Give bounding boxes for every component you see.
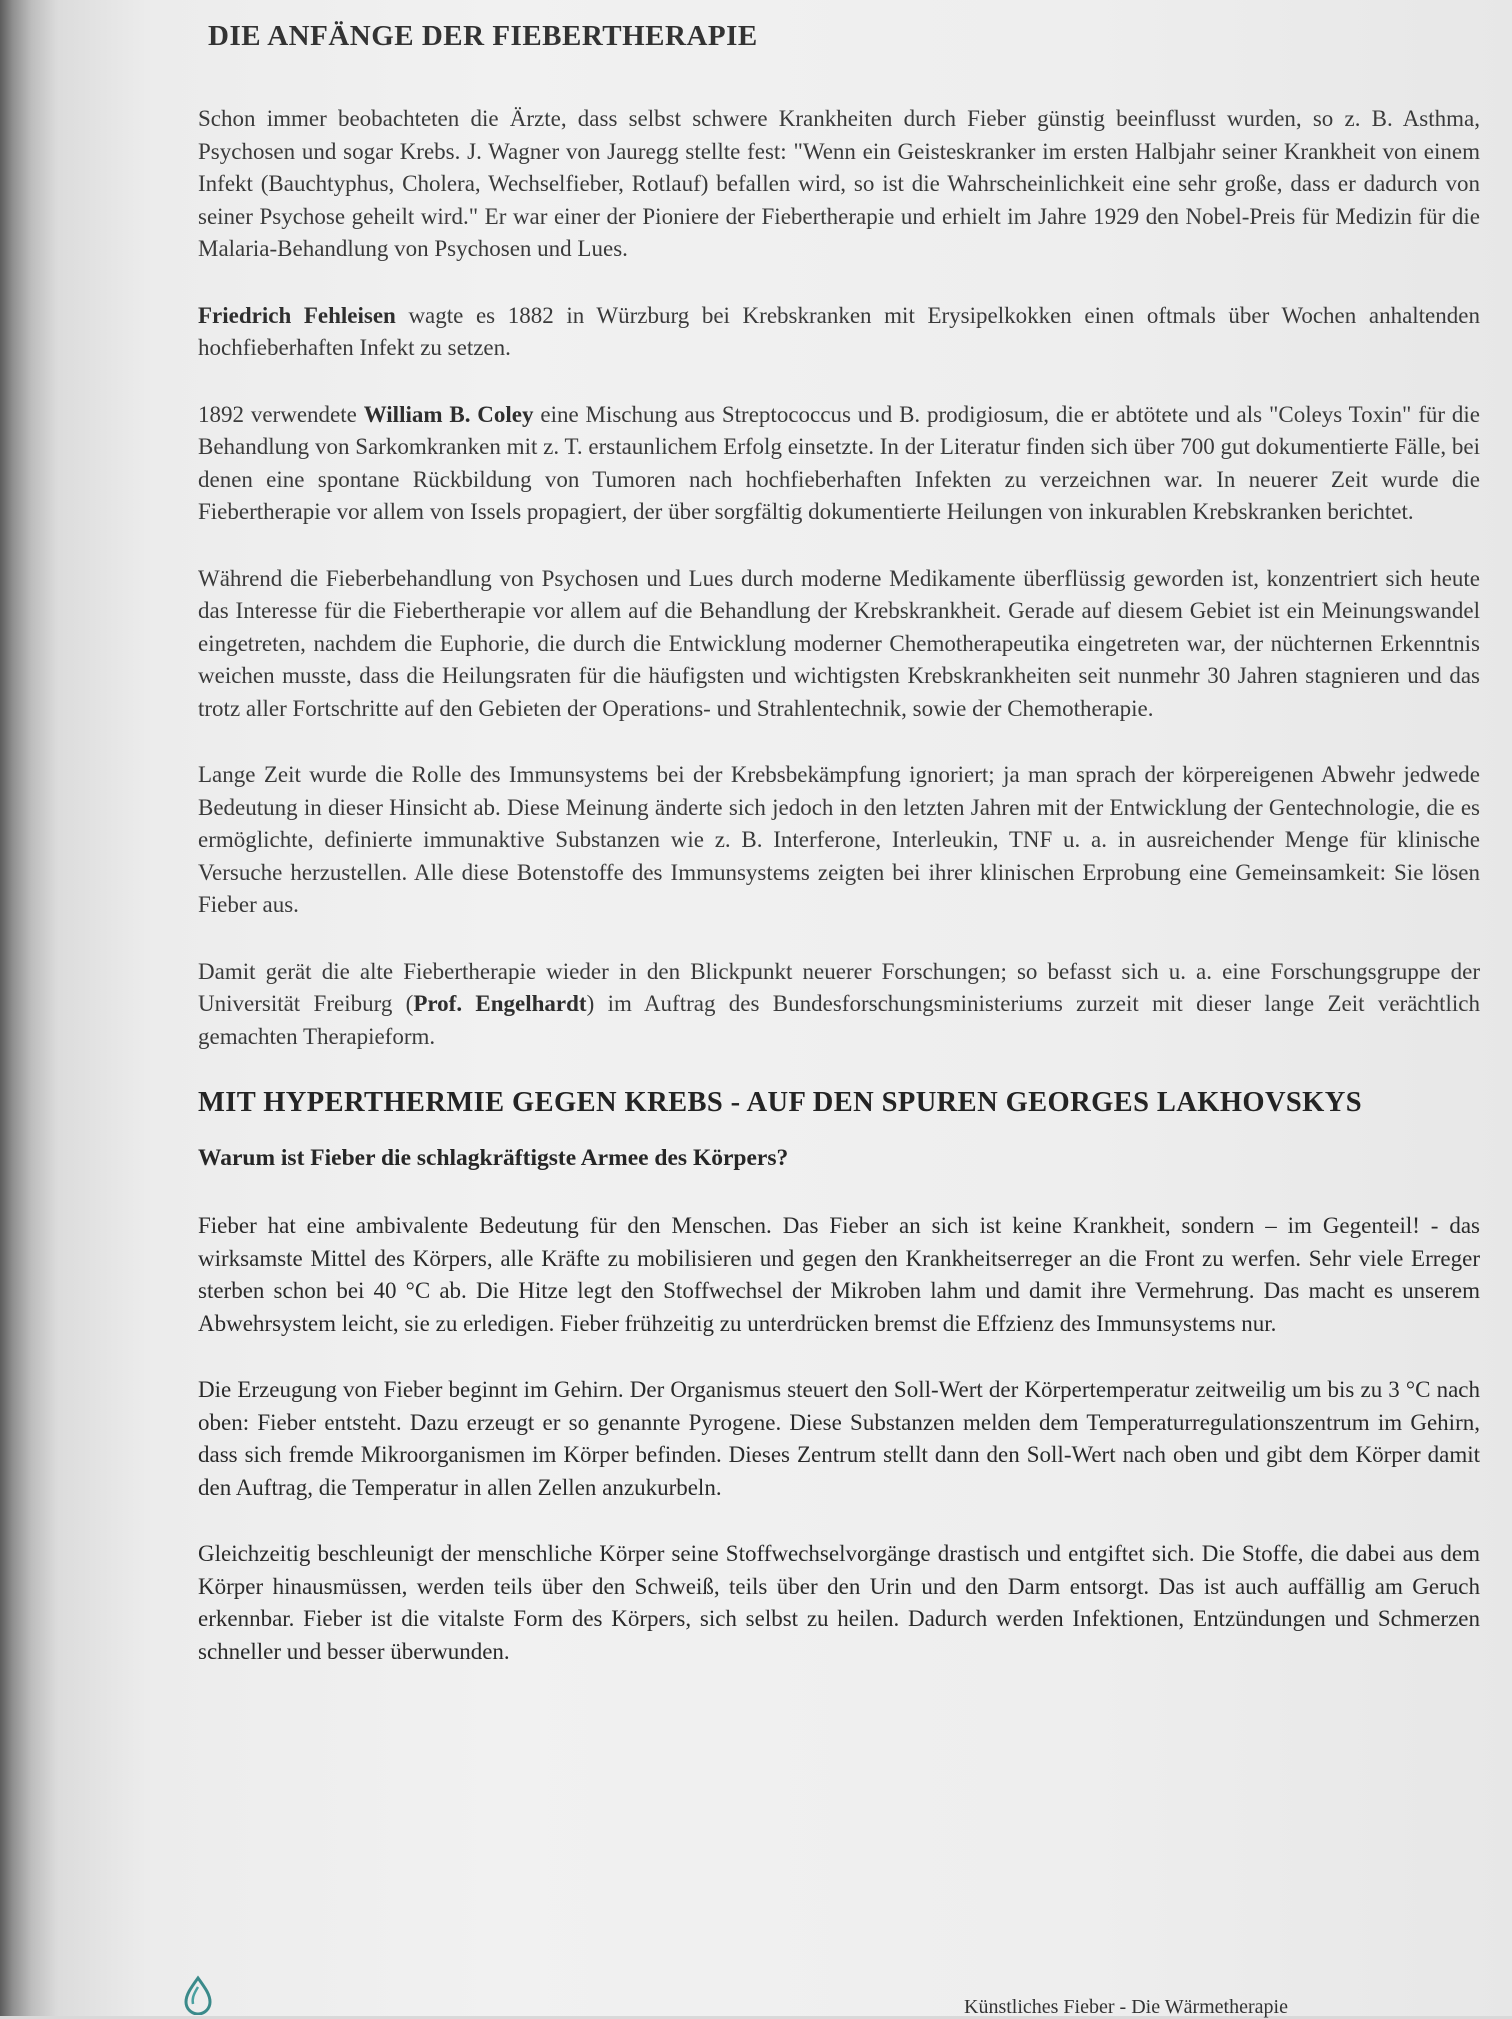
paragraph-6-text: ) im Auftrag des Bundesforschungsministeriums zurzeit mit dieser lange Zeit verächtlich gemachten Therapieform. <box>198 991 1481 1049</box>
paragraph-6 <box>198 956 1480 1054</box>
paragraph-6-start: Damit gerät die alte Fiebertherapie wieder in den Blickpunkt neuerer Forschungen; so befasst sich u. a. eine Forschungsgruppe der Universität Freiburg ( <box>198 958 1480 1016</box>
name-engelhardt: Prof. Engelhardt <box>413 991 587 1016</box>
paragraph-2-text: wagte es 1882 in Würzburg bei Krebskranken mit Erysipelkokken einen oftmals über Wochen anhaltenden hochfieberhaften Infekt zu setzen. <box>198 302 1480 360</box>
section-title-hyperthermie: MIT HYPERTHERMIE GEGEN KREBS - AUF DEN SPUREN GEORGES LAKHOVSKYS <box>198 1087 1362 1118</box>
name-coley: William B. Coley <box>363 401 534 427</box>
section-hyperthermie <box>198 1087 1480 1668</box>
paragraph-3-text: eine Mischung aus Streptococcus und B. prodigiosum, die er abtötete und als "Coleys Toxin" für die Behandlung von Sarkomkranken mit z. T. erstaunlichem Erfolg einsetzte. In der Literatur finden sich über 700 gut dokumentierte Fälle, bei denen eine spontane Rückbildung von Tumoren nach hochfieberhaften Infekten zu verzeichnen war. In neuerer Zeit wurde die Fiebertherapie vor allem von Issels propagiert, der über sorgfältig dokumentierte Heilungen von inkurablen Krebskranken berichtet. <box>198 401 1481 524</box>
paragraph-2 <box>198 300 1480 365</box>
footer-running-title: Künstliches Fieber - Die Wärmetherapie <box>964 1996 1288 2018</box>
paragraph-3-start: 1892 verwendete <box>198 401 364 427</box>
paragraph-7: Fieber hat eine ambivalente Bedeutung für den Menschen. Das Fieber an sich ist keine Krankheit, sondern – im Gegenteil! - das wirksamste Mittel des Körpers, alle Kräfte zu mobilisieren und gegen den Krankheitserreger an die Front zu werfen. Sehr viele Erreger sterben schon bei 40 °C ab. Die Hitze legt den Stoffwechsel der Mikroben lahm und damit ihre Vermehrung. Das macht es unserem Abwehrsystem leicht, sie zu erledigen. Fieber frühzeitig zu unterdrücken bremst die Effzienz des Immunsystems nur. <box>198 1213 1480 1336</box>
page-content <box>198 20 1480 1702</box>
name-fehleisen: Friedrich Fehleisen <box>198 302 396 328</box>
section-title-fiebertherapie: DIE ANFÄNGE DER FIEBERTHERAPIE <box>208 20 758 52</box>
paragraph-3 <box>198 399 1480 529</box>
paragraph-5: Lange Zeit wurde die Rolle des Immunsystems bei der Krebsbekämpfung ignoriert; ja man sprach der körpereigenen Abwehr jedwede Bedeutung in dieser Hinsicht ab. Diese Meinung änderte sich jedoch in den letzten Jahren mit der Entwicklung der Gentechnologie, die es ermöglichte, definierte immunaktive Substanzen wie z. B. Interferone, Interleukin, TNF u. a. in ausreichender Menge für klinische Versuche herzustellen. Alle diese Botenstoffe des Immunsystems zeigten bei ihrer klinischen Erprobung eine Gemeinsamkeit: Sie lösen Fieber aus. <box>198 762 1480 917</box>
paragraph-9: Gleichzeitig beschleunigt der menschliche Körper seine Stoffwechselvorgänge drastisch und entgiftet sich. Die Stoffe, die dabei aus dem Körper hinausmüssen, werden teils über den Schweiß, teils über den Urin und den Darm entsorgt. Das ist auch auffällig am Geruch erkennbar. Fieber ist die vitalste Form des Körpers, sich selbst zu heilen. Dadurch werden Infektionen, Entzündungen und Schmerzen schneller und besser überwunden. <box>198 1541 1480 1664</box>
page <box>60 0 1512 2016</box>
paragraph-1: Schon immer beobachteten die Ärzte, dass selbst schwere Krankheiten durch Fieber günstig beeinflusst wurden, so z. B. Asthma, Psychosen und sogar Krebs. J. Wagner von Jauregg stellte fest: "Wenn ein Geisteskranker im ersten Halbjahr seiner Krankheit von einem Infekt (Bauchtyphus, Cholera, Wechselfieber, Rotlauf) befallen wird, so ist die Wahrscheinlichkeit eine sehr große, dass er dadurch von seiner Psychose geheilt wird." Er war einer der Pioniere der Fiebertherapie und erhielt im Jahre 1929 den Nobel-Preis für Medizin für die Malaria-Behandlung von Psychosen und Lues. <box>198 106 1480 261</box>
drop-logo-icon <box>178 1975 218 2015</box>
section-subtitle: Warum ist Fieber die schlagkräftigste Armee des Körpers? <box>198 1145 789 1171</box>
paragraph-4: Während die Fieberbehandlung von Psychosen und Lues durch moderne Medikamente überflüssig geworden ist, konzentriert sich heute das Interesse für die Fiebertherapie vor allem auf die Behandlung der Krebskrankheit. Gerade auf diesem Gebiet ist ein Meinungswandel eingetreten, nachdem die Euphorie, die durch die Entwicklung moderner Chemotherapeutika eingetreten war, der nüchternen Erkenntnis weichen musste, dass die Heilungsraten für die häufigsten und wichtigsten Krebskrankheiten seit nunmehr 30 Jahren stagnieren und das trotz aller Fortschritte auf den Gebieten der Operations- und Strahlentechnik, sowie der Chemotherapie. <box>198 565 1480 721</box>
paragraph-8: Die Erzeugung von Fieber beginnt im Gehirn. Der Organismus steuert den Soll-Wert der Körpertemperatur zeitweilig um bis zu 3 °C nach oben: Fieber entsteht. Dazu erzeugt er so genannte Pyrogene. Diese Substanzen melden dem Temperaturregulationszentrum im Gehirn, dass sich fremde Mikroorganismen im Körper befinden. Dieses Zentrum stellt dann den Soll-Wert nach oben und gibt dem Körper damit den Auftrag, die Temperatur in allen Zellen anzukurbeln. <box>198 1377 1480 1500</box>
